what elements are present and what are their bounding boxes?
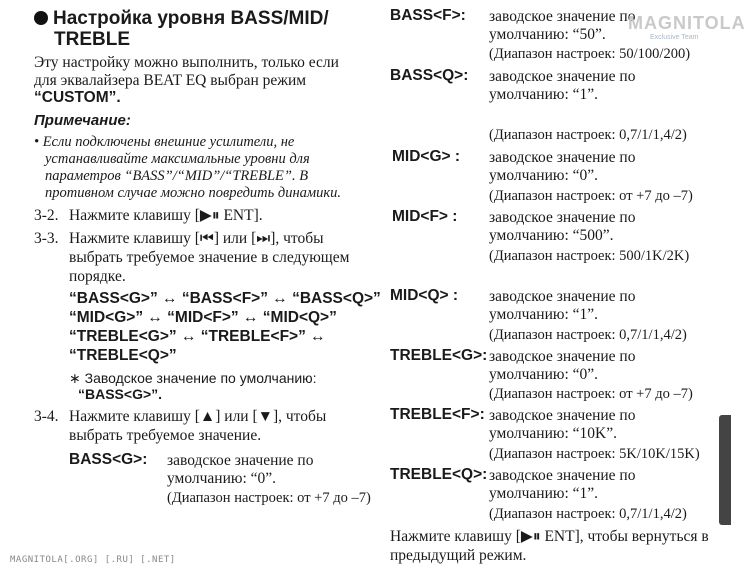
bass-g-label: BASS<G>: bbox=[69, 451, 148, 468]
step-2-text: Нажмите клавишу [▶⏸ ENT]. bbox=[69, 207, 263, 224]
heading-line-2: TREBLE bbox=[54, 29, 130, 50]
final-line-2: предыдущий режим. bbox=[390, 547, 527, 564]
treble-g-line-1: заводское значение по bbox=[489, 348, 636, 365]
default-note-line-2: “BASS<G>”. bbox=[78, 386, 163, 402]
note-line-2: устанавливайте максимальные уровни для bbox=[45, 151, 310, 167]
intro-line-2: для эквалайзера BEAT EQ выбран режим bbox=[34, 72, 307, 89]
treble-f-label: TREBLE<F>: bbox=[390, 406, 485, 423]
bass-g-line-2: умолчанию: “0”. bbox=[167, 470, 277, 487]
bass-q-line-2: умолчанию: “1”. bbox=[489, 86, 599, 103]
watermark-subtitle: Exclusive Team bbox=[650, 34, 699, 41]
scrollbar-thumb[interactable] bbox=[719, 415, 731, 525]
note-line-4: противном случае можно повредить динамики. bbox=[45, 185, 342, 201]
step-3-number: 3-3. bbox=[34, 230, 59, 247]
mid-f-range: (Диапазон настроек: 500/1K/2K) bbox=[489, 248, 690, 264]
mid-g-line-2: умолчанию: “0”. bbox=[489, 167, 599, 184]
bass-f-line-2: умолчанию: “50”. bbox=[489, 26, 606, 43]
watermark-logo: MAGNITOLA bbox=[628, 13, 746, 33]
mid-g-label: MID<G> : bbox=[392, 148, 461, 165]
mid-q-line-1: заводское значение по bbox=[489, 288, 636, 305]
mid-q-range: (Диапазон настроек: 0,7/1/1,4/2) bbox=[489, 327, 687, 343]
step-3-line-3: порядке. bbox=[69, 268, 126, 285]
treble-g-line-2: умолчанию: “0”. bbox=[489, 366, 599, 383]
bass-q-line-1: заводское значение по bbox=[489, 68, 636, 85]
treble-g-range: (Диапазон настроек: от +7 до –7) bbox=[489, 386, 693, 402]
mid-g-line-1: заводское значение по bbox=[489, 149, 636, 166]
note-title: Примечание: bbox=[34, 112, 131, 129]
footer-site-text: MAGNITOLA[.ORG] [.RU] [.NET] bbox=[10, 555, 176, 565]
treble-q-range: (Диапазон настроек: 0,7/1/1,4/2) bbox=[489, 506, 687, 522]
section-heading bbox=[34, 7, 329, 30]
sequence-line-4: “TREBLE<Q>” bbox=[69, 347, 177, 364]
bass-q-range: (Диапазон настроек: 0,7/1/1,4/2) bbox=[489, 127, 687, 143]
sequence-line-1: “BASS<G>” ↔ “BASS<F>” ↔ “BASS<Q>” bbox=[69, 290, 381, 307]
default-note-line-1: ∗ Заводское значение по умолчанию: bbox=[69, 370, 317, 386]
mid-g-range: (Диапазон настроек: от +7 до –7) bbox=[489, 188, 693, 204]
note-line-3: параметров “BASS”/“MID”/“TREBLE”. В bbox=[45, 168, 309, 184]
bass-g-line-1: заводское значение по bbox=[167, 452, 314, 469]
heading-line-1: Настройка уровня BASS/MID/ bbox=[53, 8, 329, 29]
treble-f-range: (Диапазон настроек: 5K/10K/15K) bbox=[489, 446, 700, 462]
mid-f-line-2: умолчанию: “500”. bbox=[489, 227, 614, 244]
step-3-line-2: выбрать требуемое значение в следующем bbox=[69, 249, 350, 266]
treble-q-label: TREBLE<Q>: bbox=[390, 466, 488, 483]
step-2-number: 3-2. bbox=[34, 207, 59, 224]
sequence-line-3: “TREBLE<G>” ↔ “TREBLE<F>” ↔ bbox=[69, 328, 326, 345]
bullet-icon bbox=[34, 11, 48, 25]
step-4-line-1: Нажмите клавишу [▲] или [▼], чтобы bbox=[69, 408, 327, 425]
mid-q-label: MID<Q> : bbox=[390, 287, 459, 304]
treble-q-line-2: умолчанию: “1”. bbox=[489, 485, 599, 502]
treble-f-line-2: умолчанию: “10K”. bbox=[489, 425, 617, 442]
sequence-line-2: “MID<G>” ↔ “MID<F>” ↔ “MID<Q>” bbox=[69, 309, 337, 326]
treble-f-line-1: заводское значение по bbox=[489, 407, 636, 424]
bass-f-line-1: заводское значение по bbox=[489, 8, 636, 25]
intro-line-3: “CUSTOM”. bbox=[34, 89, 121, 106]
treble-g-label: TREBLE<G>: bbox=[390, 347, 488, 364]
mid-f-line-1: заводское значение по bbox=[489, 209, 636, 226]
intro-line-1: Эту настройку можно выполнить, только если bbox=[34, 54, 339, 71]
treble-q-line-1: заводское значение по bbox=[489, 467, 636, 484]
bass-f-label: BASS<F>: bbox=[390, 7, 466, 24]
bass-f-range: (Диапазон настроек: 50/100/200) bbox=[489, 46, 691, 62]
step-3-line-1: Нажмите клавишу [⏮] или [⏭], чтобы bbox=[69, 230, 324, 247]
mid-f-label: MID<F> : bbox=[392, 208, 458, 225]
step-4-line-2: выбрать требуемое значение. bbox=[69, 427, 262, 444]
bass-q-label: BASS<Q>: bbox=[390, 67, 469, 84]
mid-q-line-2: умолчанию: “1”. bbox=[489, 306, 599, 323]
note-line-1: • Если подключены внешние усилители, не bbox=[34, 134, 295, 150]
final-line-1: Нажмите клавишу [▶⏸ ENT], чтобы вернуться в bbox=[390, 528, 709, 545]
bass-g-range: (Диапазон настроек: от +7 до –7) bbox=[167, 490, 371, 506]
step-4-number: 3-4. bbox=[34, 408, 59, 425]
